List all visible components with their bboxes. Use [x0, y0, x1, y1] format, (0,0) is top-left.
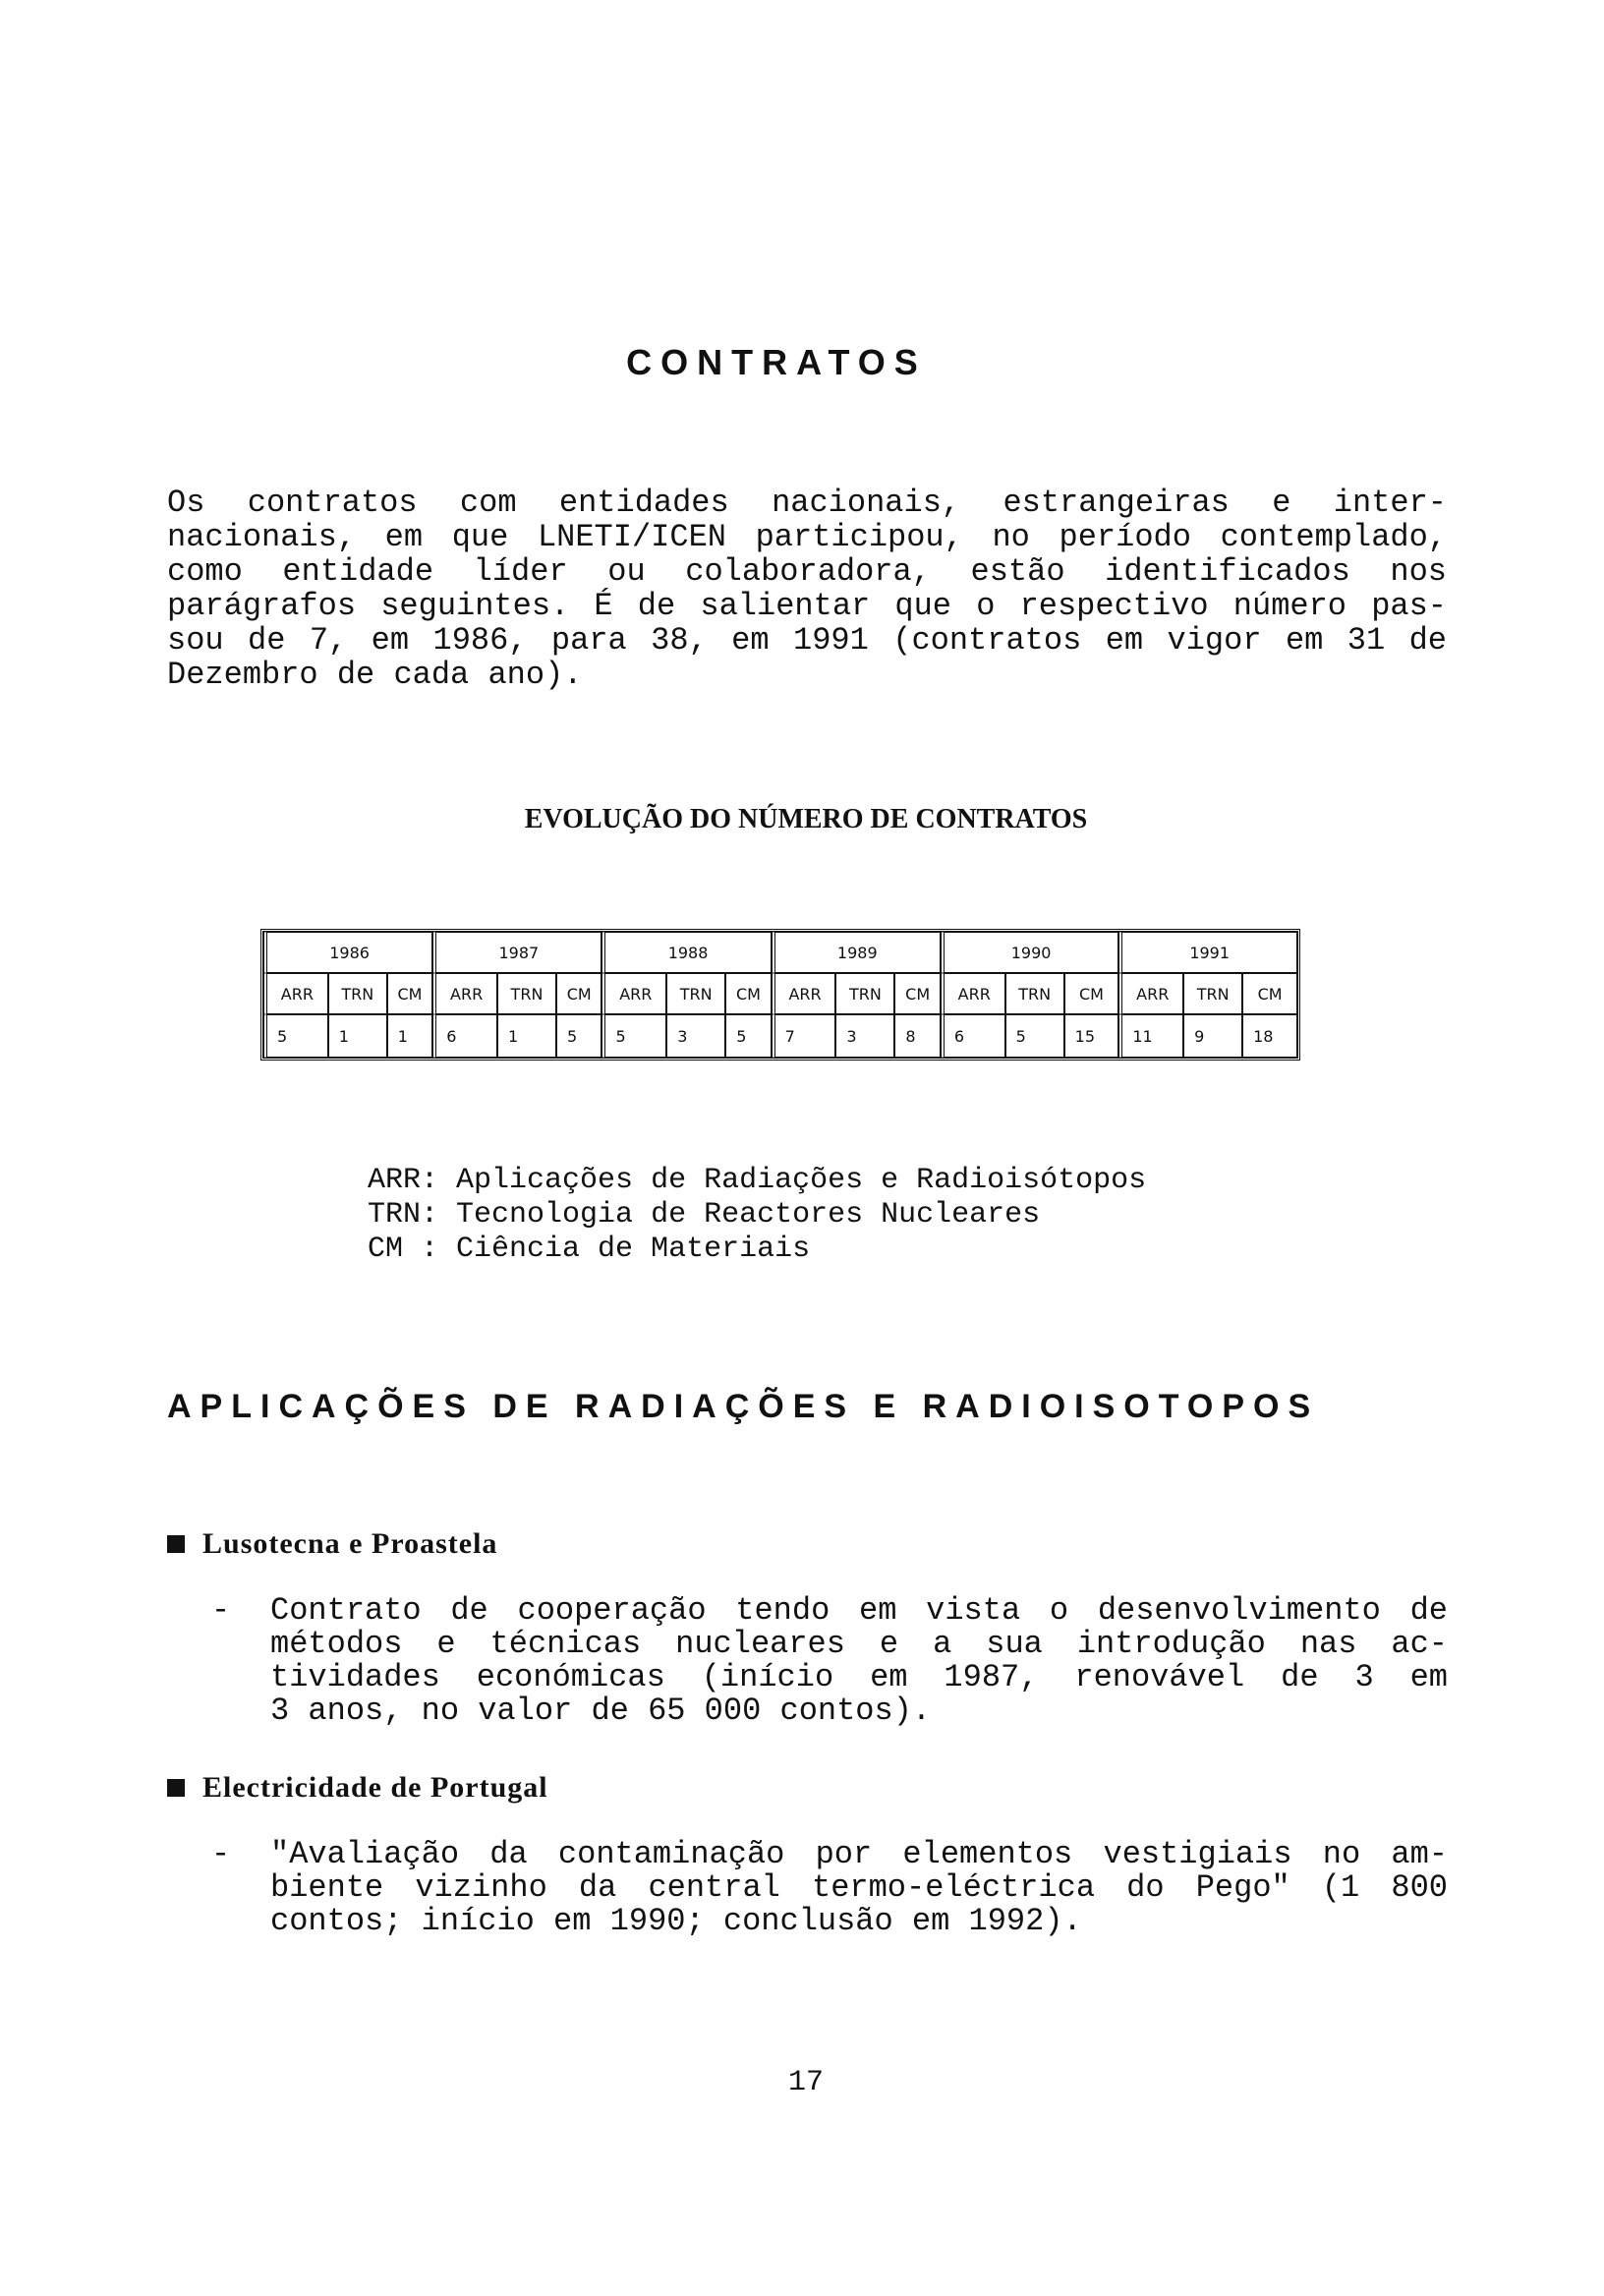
entry-line: métodos e técnicas nucleares e a sua introdução nas ac- [270, 1626, 1448, 1662]
legend-text: Aplicações de Radiações e Radioisótopos [456, 1164, 1147, 1197]
year-header-row [263, 932, 1297, 973]
table-cell: 5 [556, 1014, 602, 1058]
table-cell: 1 [497, 1014, 556, 1058]
year-header: 1988 [602, 932, 771, 973]
bullet-square-icon [167, 1535, 185, 1553]
values-row [263, 1014, 1297, 1058]
category-header-row [263, 973, 1297, 1014]
intro-line: Dezembro de cada ano). [167, 657, 583, 693]
legend-row [368, 1198, 1146, 1233]
intro-line: parágrafos seguintes. É de salientar que o respectivo número pas- [167, 588, 1447, 624]
category-header: CM [1064, 973, 1119, 1014]
intro-paragraph [167, 486, 1447, 692]
table-cell: 1 [328, 1014, 387, 1058]
category-header: ARR [432, 973, 497, 1014]
category-header: CM [556, 973, 602, 1014]
entry-line: "Avaliação da contaminação por elementos vestigiais no am- [270, 1836, 1448, 1872]
year-header: 1989 [772, 932, 941, 973]
category-header: TRN [328, 973, 387, 1014]
intro-line: como entidade líder ou colaboradora, estão identificados nos [167, 553, 1447, 590]
entry-heading-text: Electricidade de Portugal [202, 1771, 548, 1804]
entry-line: Contrato de cooperação tendo em vista o desenvolvimento de [270, 1592, 1448, 1629]
contracts-table [260, 929, 1300, 1061]
category-header: TRN [497, 973, 556, 1014]
category-header: ARR [772, 973, 836, 1014]
legend-abbr: TRN: [368, 1198, 439, 1232]
category-header: TRN [1183, 973, 1242, 1014]
intro-line: nacionais, em que LNETI/ICEN participou, no período contemplado, [167, 519, 1447, 555]
table-cell: 9 [1183, 1014, 1242, 1058]
table-legend [368, 1164, 1146, 1267]
intro-line: sou de 7, em 1986, para 38, em 1991 (contratos em vigor em 31 de [167, 622, 1447, 659]
table-cell: 15 [1064, 1014, 1119, 1058]
table-cell: 8 [894, 1014, 940, 1058]
category-header: ARR [941, 973, 1005, 1014]
table-cell: 11 [1118, 1014, 1183, 1058]
entry-line: biente vizinho da central termo-eléctrica do Pego" (1 800 [270, 1869, 1448, 1906]
legend-row [368, 1164, 1146, 1198]
category-header: ARR [602, 973, 666, 1014]
category-header: ARR [1118, 973, 1183, 1014]
table-cell: 3 [835, 1014, 894, 1058]
year-header: 1990 [941, 932, 1118, 973]
entry-line: contos; início em 1990; conclusão em 1992). [270, 1903, 1082, 1939]
category-header: ARR [263, 973, 328, 1014]
table-cell: 5 [263, 1014, 328, 1058]
entry-heading [167, 1771, 548, 1805]
year-header: 1991 [1118, 932, 1297, 973]
table-cell: 3 [666, 1014, 725, 1058]
category-header: CM [1242, 973, 1297, 1014]
entry-line: 3 anos, no valor de 65 000 contos). [270, 1693, 932, 1729]
entry-line: tividades económicas (início em 1987, renovável de 3 em [270, 1659, 1448, 1695]
table-cell: 7 [772, 1014, 836, 1058]
table-cell: 5 [1005, 1014, 1064, 1058]
category-header: TRN [835, 973, 894, 1014]
bullet-square-icon [167, 1779, 185, 1797]
intro-line: Os contratos com entidades nacionais, estrangeiras e inter- [167, 485, 1447, 521]
page-title: CONTRATOS [626, 342, 927, 382]
table-cell: 5 [602, 1014, 666, 1058]
table-title: EVOLUÇÃO DO NÚMERO DE CONTRATOS [524, 804, 1088, 834]
legend-text: Tecnologia de Reactores Nucleares [456, 1198, 1041, 1232]
page-number: 17 [787, 2066, 824, 2099]
legend-abbr: ARR: [368, 1164, 439, 1197]
category-header: CM [894, 973, 940, 1014]
table-cell: 6 [941, 1014, 1005, 1058]
entry-heading-text: Lusotecna e Proastela [202, 1527, 498, 1560]
legend-abbr: CM : [368, 1233, 439, 1266]
entry-heading [167, 1527, 497, 1561]
legend-text: Ciência de Materiais [456, 1233, 811, 1266]
year-header: 1987 [432, 932, 602, 973]
legend-row [368, 1233, 1146, 1267]
table-cell: 5 [725, 1014, 771, 1058]
category-header: TRN [666, 973, 725, 1014]
year-header: 1986 [263, 932, 432, 973]
category-header: CM [725, 973, 771, 1014]
category-header: CM [387, 973, 432, 1014]
dash-marker: - [211, 1592, 231, 1629]
table-cell: 1 [387, 1014, 432, 1058]
table-cell: 6 [432, 1014, 497, 1058]
table-cell: 18 [1242, 1014, 1297, 1058]
dash-marker: - [211, 1836, 231, 1872]
section-title: APLICAÇÕES DE RADIAÇÕES E RADIOISOTOPOS [167, 1388, 1320, 1425]
category-header: TRN [1005, 973, 1064, 1014]
